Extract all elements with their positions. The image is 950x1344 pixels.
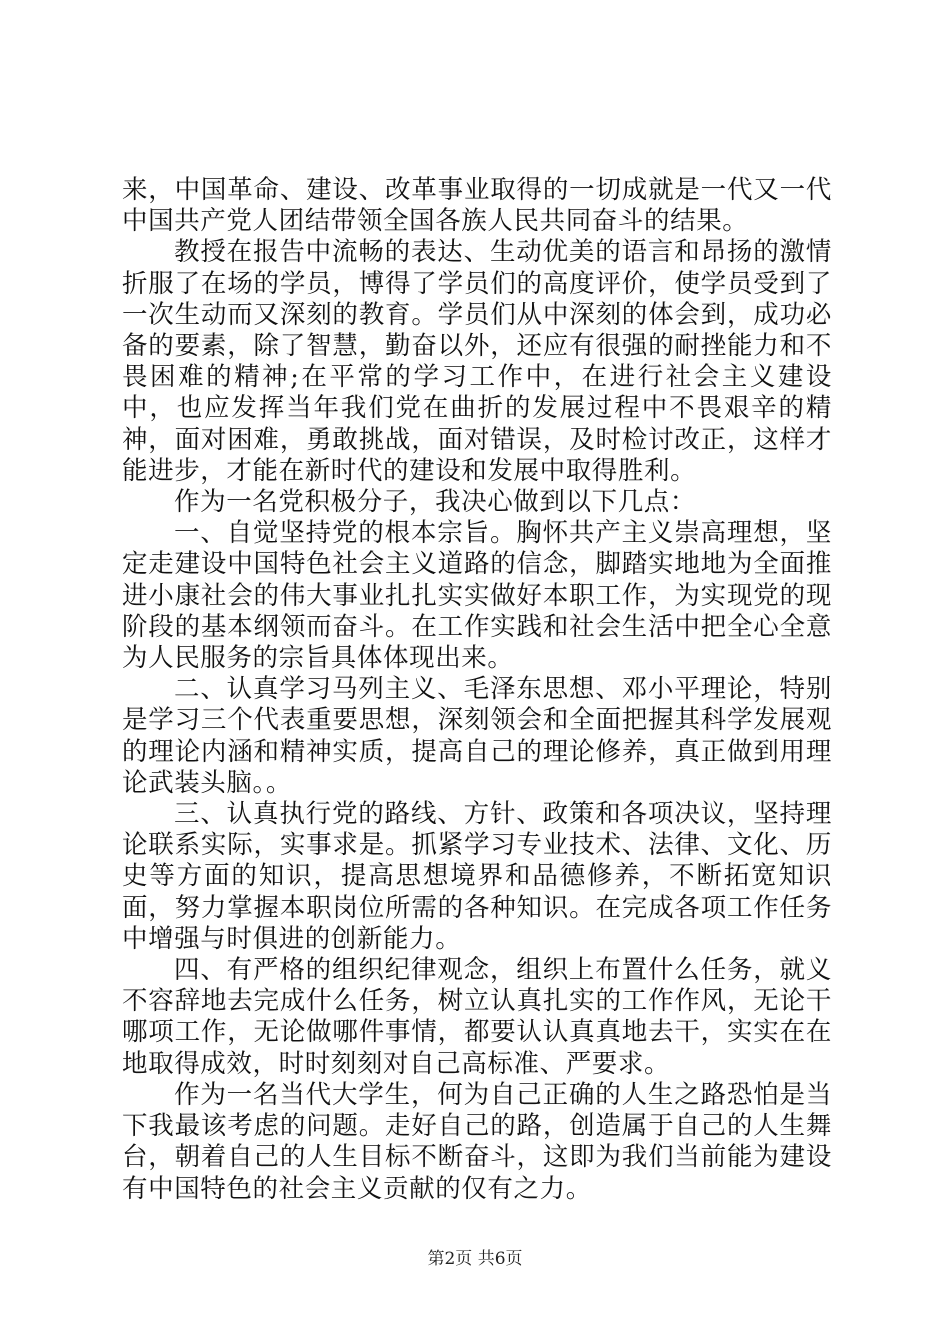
paragraph-point-one: 一、自觉坚持党的根本宗旨。胸怀共产主义崇高理想，坚定走建设中国特色社会主义道路的信念，脚踏实地地为全面推进小康社会的伟大事业扎扎实实做好本职工作，为实现党的现阶段的基本纲领而奋斗。在工作实践和社会生活中把全心全意为人民服务的宗旨具体体现出来。	[122, 518, 832, 674]
paragraph-point-two: 二、认真学习马列主义、毛泽东思想、邓小平理论，特别是学习三个代表重要思想，深刻领会和全面把握其科学发展观的理论内涵和精神实质，提高自己的理论修养，真正做到用理论武装头脑。。	[122, 674, 832, 798]
paragraph-conclusion: 作为一名当代大学生，何为自己正确的人生之路恐怕是当下我最该考虑的问题。走好自己的路，创造属于自己的人生舞台，朝着自己的人生目标不断奋斗，这即为我们当前能为建设有中国特色的社会主义贡献的仅有之力。	[122, 1079, 832, 1204]
paragraph-resolution-intro: 作为一名党积极分子，我决心做到以下几点：	[174, 487, 697, 518]
page-number-footer: 第2页 共6页	[427, 1249, 523, 1269]
paragraph-continuation: 来，中国革命、建设、改革事业取得的一切成就是一代又一代中国共产党人团结带领全国各族人民共同奋斗的结果。	[122, 175, 832, 237]
document-body	[122, 175, 832, 1205]
paragraph-lecture-review: 教授在报告中流畅的表达、生动优美的语言和昂扬的激情折服了在场的学员，博得了学员们的高度评价，使学员受到了一次生动而又深刻的教育。学员们从中深刻的体会到，成功必备的要素，除了智慧，勤奋以外，还应有很强的耐挫能力和不畏困难的精神;在平常的学习工作中，在进行社会主义建设中，也应发挥当年我们党在曲折的发展过程中不畏艰辛的精神，面对困难，勇敢挑战，面对错误，及时检讨改正，这样才能进步，才能在新时代的建设和发展中取得胜利。	[122, 237, 832, 486]
paragraph-point-three: 三、认真执行党的路线、方针、政策和各项决议，坚持理论联系实际，实事求是。抓紧学习专业技术、法律、文化、历史等方面的知识，提高思想境界和品德修养，不断拓宽知识面，努力掌握本职岗位所需的各种知识。在完成各项工作任务中增强与时俱进的创新能力。	[122, 799, 832, 954]
paragraph-point-four: 四、有严格的组织纪律观念，组织上布置什么任务，就义不容辞地去完成什么任务，树立认真扎实的工作作风，无论干哪项工作，无论做哪件事情，都要认认真真地去干，实实在在地取得成效，时时刻刻对自己高标准、严要求。	[122, 955, 832, 1079]
